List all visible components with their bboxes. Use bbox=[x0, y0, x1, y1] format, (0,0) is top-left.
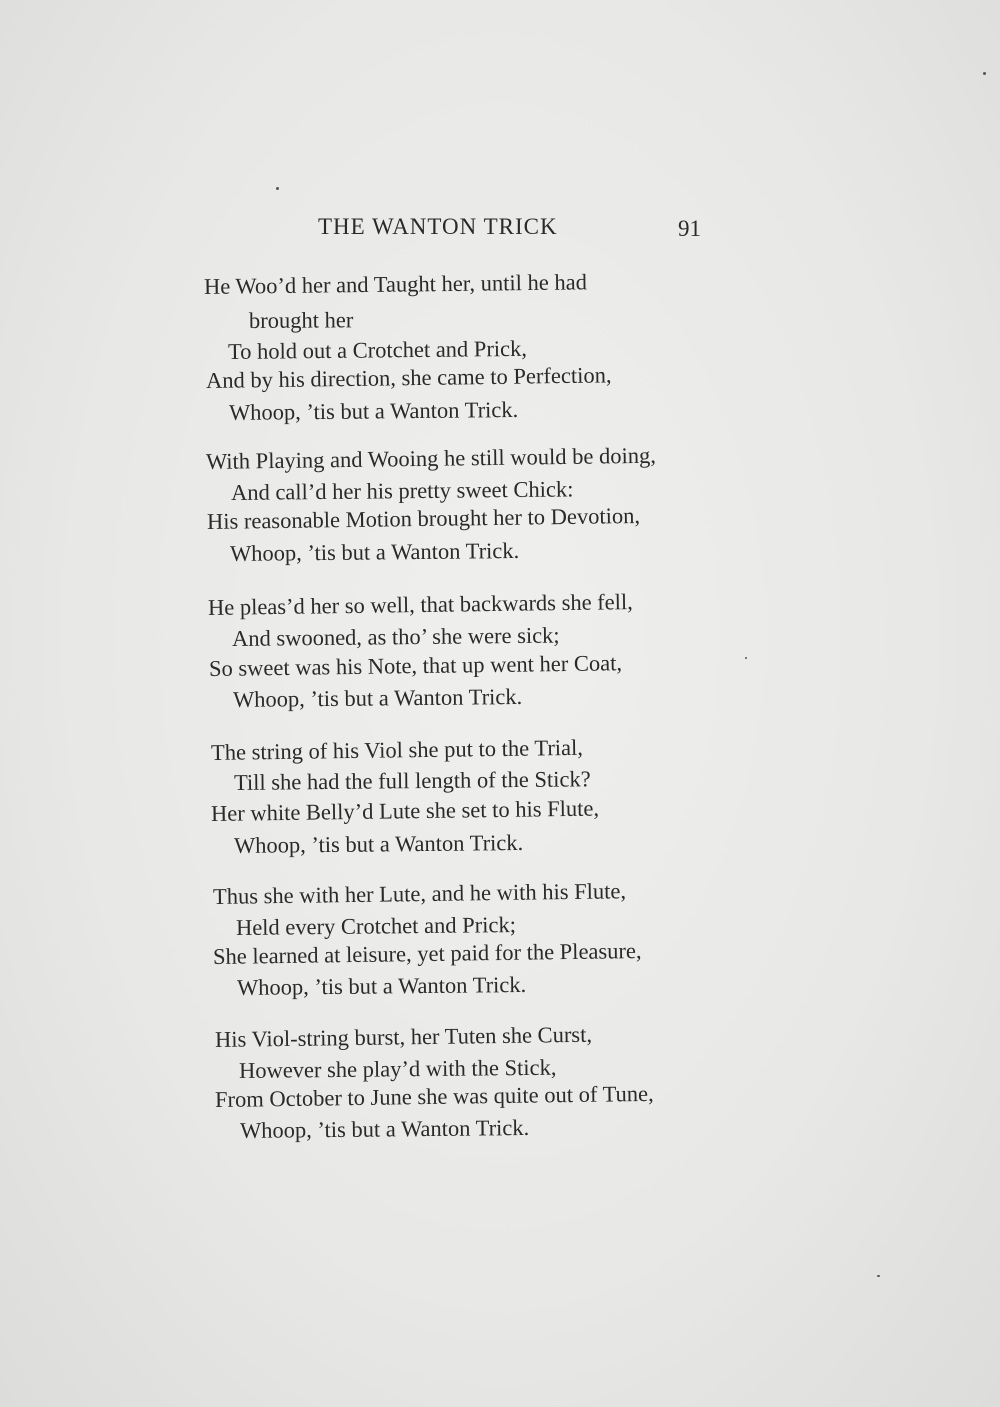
poem-line: The string of his Viol she put to the Trial, bbox=[210, 734, 584, 765]
poem-line: Whoop, ’tis but a Wanton Trick. bbox=[233, 829, 524, 858]
poem-line: Whoop, ’tis but a Wanton Trick. bbox=[236, 971, 527, 1000]
poem-line: From October to June she was quite out of Tune, bbox=[214, 1080, 654, 1112]
poem-line: Whoop, ’tis but a Wanton Trick. bbox=[228, 396, 519, 425]
poem-line: Whoop, ’tis but a Wanton Trick. bbox=[239, 1114, 530, 1143]
poem-line: Whoop, ’tis but a Wanton Trick. bbox=[229, 537, 520, 566]
poem-line: brought her bbox=[248, 307, 354, 333]
paper-speck bbox=[983, 72, 986, 75]
running-title: THE WANTON TRICK bbox=[318, 214, 558, 239]
poem-line: Thus she with her Lute, and he with his Flute, bbox=[212, 878, 627, 909]
paper-speck bbox=[877, 1275, 880, 1277]
poem-line: His reasonable Motion brought her to Devotion, bbox=[206, 502, 641, 534]
poem-line: And swooned, as tho’ she were sick; bbox=[231, 622, 560, 651]
paper-speck bbox=[276, 187, 279, 190]
poem-line: With Playing and Wooing he still would be doing, bbox=[205, 442, 657, 474]
poem-line: And by his direction, she came to Perfection, bbox=[205, 362, 612, 393]
poem-line: And call’d her his pretty sweet Chick: bbox=[230, 476, 574, 505]
poem-line: He Woo’d her and Taught her, until he had bbox=[203, 269, 588, 299]
poem-line: Till she had the full length of the Stick? bbox=[233, 766, 591, 795]
poem-line: She learned at leisure, yet paid for the Pleasure, bbox=[212, 938, 642, 969]
poem-line: His Viol-string burst, her Tuten she Curst, bbox=[214, 1021, 593, 1052]
page-number: 91 bbox=[678, 216, 701, 241]
poem-line: He pleas’d her so well, that backwards she fell, bbox=[207, 589, 633, 620]
poem-line: However she play’d with the Stick, bbox=[238, 1054, 557, 1083]
poem-line: So sweet was his Note, that up went her Coat, bbox=[208, 650, 623, 681]
poem-line: Held every Crotchet and Prick; bbox=[235, 912, 517, 940]
poem-line: Her white Belly’d Lute she set to his Flute, bbox=[210, 795, 600, 826]
poem-line: To hold out a Crotchet and Prick, bbox=[227, 335, 528, 364]
paper-speck bbox=[745, 657, 747, 659]
poem-line: Whoop, ’tis but a Wanton Trick. bbox=[232, 683, 523, 712]
